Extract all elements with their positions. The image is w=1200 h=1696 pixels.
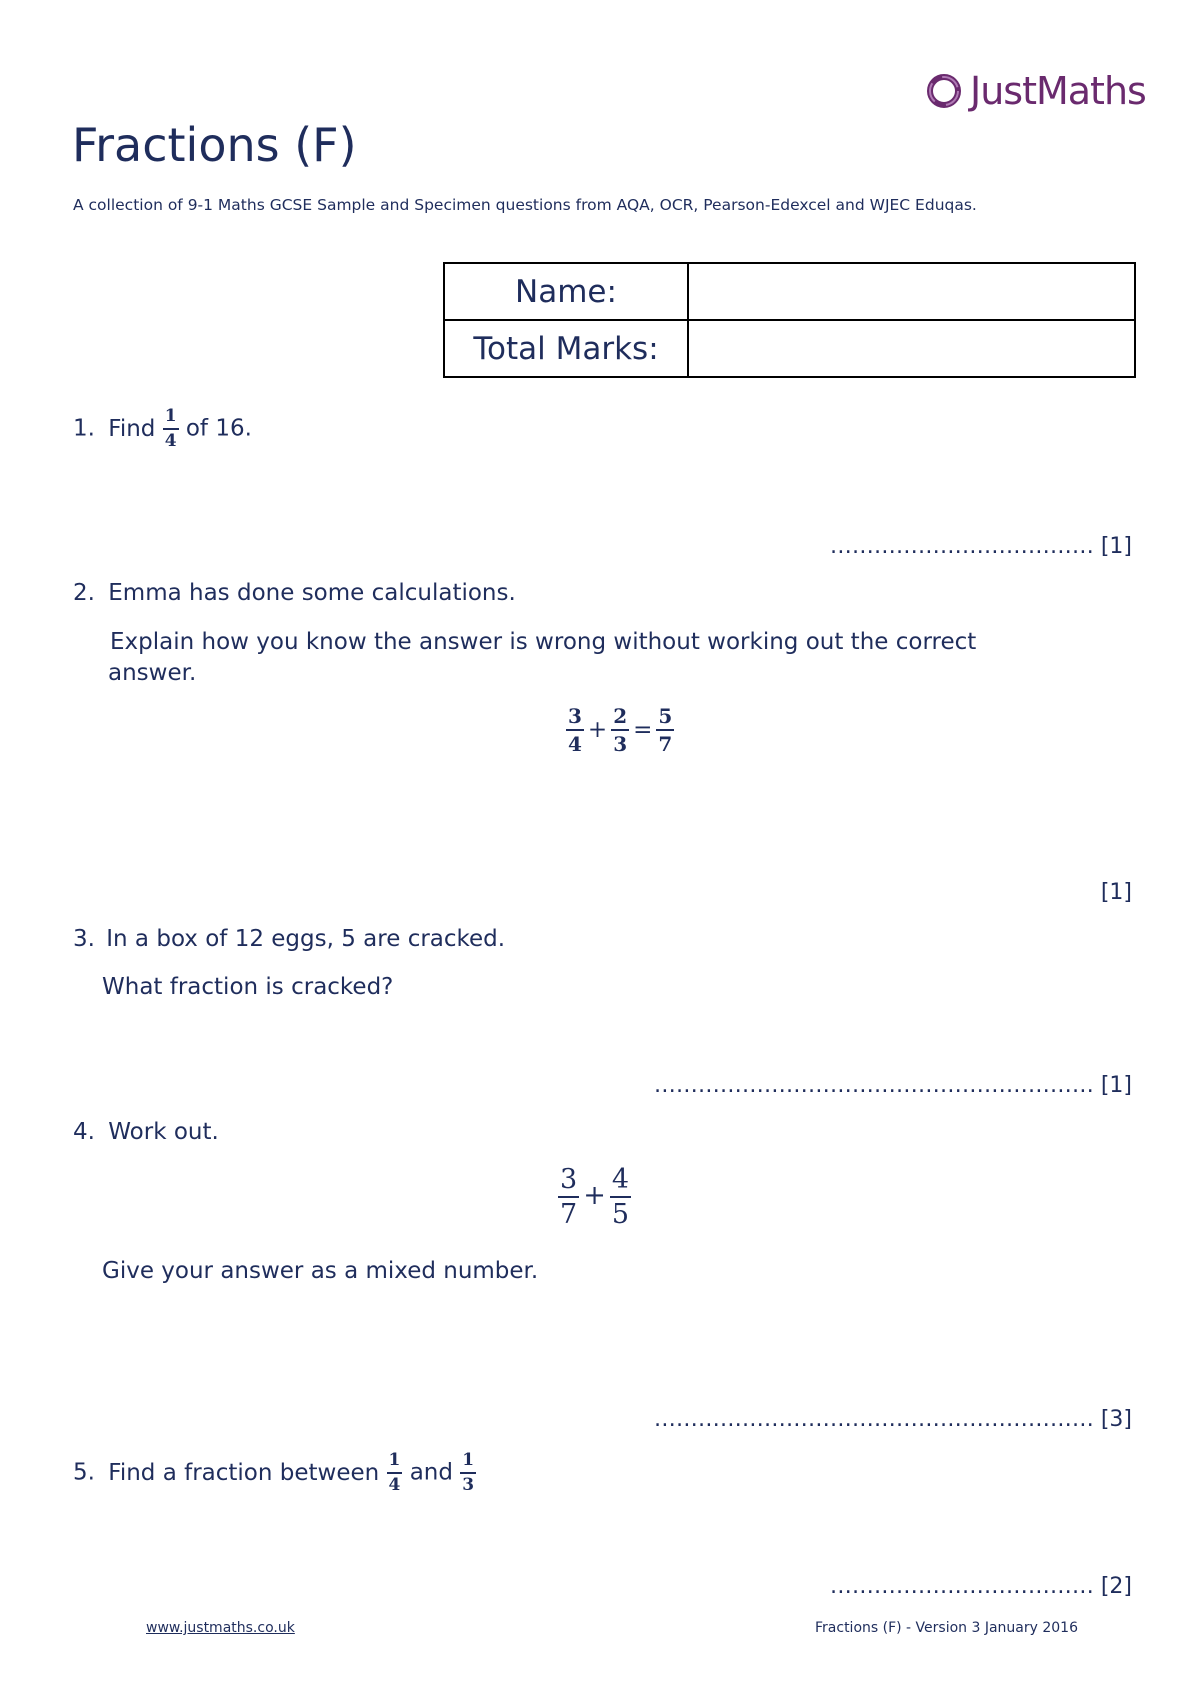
question-4-instruction: Give your answer as a mixed number. [102,1258,539,1284]
denominator: 3 [460,1472,476,1494]
question-text: Work out. [108,1119,219,1145]
denominator: 4 [387,1472,403,1494]
numerator: 1 [164,406,177,426]
question-1 [73,408,252,450]
denominator: 5 [610,1196,631,1228]
answer-line-q4[interactable]: …………………………………………………… [3] [653,1407,1132,1432]
fraction [460,1452,476,1494]
question-number: 5. [73,1459,95,1486]
fraction [611,706,629,754]
answer-line-q3[interactable]: …………………………………………………… [1] [653,1073,1132,1098]
question-3-instruction: What fraction is cracked? [102,974,394,1000]
denominator: 3 [611,729,629,754]
total-marks-field[interactable] [688,320,1135,377]
fraction [656,706,674,754]
logo-text: JustMaths [970,69,1146,113]
justmaths-logo [924,66,1146,116]
question-text: and [409,1459,453,1486]
denominator: 7 [656,729,674,754]
numerator: 4 [611,1164,629,1195]
question-text: Find [108,415,156,442]
total-marks-label: Total Marks: [444,320,688,377]
denominator: 4 [163,428,179,450]
question-text: Emma has done some calculations. [108,580,516,606]
page-subtitle: A collection of 9-1 Maths GCSE Sample and Specimen questions from AQA, OCR, Pearson-Edexcel and WJEC Eduqas. [73,196,977,214]
equals-sign: = [633,716,653,743]
fraction [566,706,584,754]
question-4 [73,1119,219,1145]
denominator: 4 [566,729,584,754]
page-title: Fractions (F) [72,118,357,172]
question-text: Find a fraction between [108,1459,380,1486]
fraction [387,1452,403,1494]
question-text: In a box of 12 eggs, 5 are cracked. [106,926,506,952]
footer-version: Fractions (F) - Version 3 January 2016 [815,1620,1078,1636]
plus-sign: + [583,1179,606,1211]
numerator: 3 [560,1164,578,1195]
question-2 [73,580,516,606]
denominator: 7 [558,1196,579,1228]
numerator: 3 [568,704,582,728]
question-2-instruction-cont: answer. [108,660,197,686]
question-text: of 16. [185,415,252,442]
numerator: 1 [462,1450,475,1470]
question-3 [73,926,505,952]
footer-website-link[interactable]: www.justmaths.co.uk [146,1620,295,1636]
question-2-instruction: Explain how you know the answer is wrong without working out the correct [110,629,977,655]
numerator: 2 [613,704,628,728]
answer-line-q5[interactable]: ……………………………… [2] [829,1574,1132,1599]
student-info-table [443,262,1136,378]
question-number: 1. [73,415,95,442]
fraction [163,408,179,450]
question-number: 3. [73,926,95,952]
numerator: 5 [658,704,673,728]
question-5 [73,1452,476,1494]
name-label: Name: [444,263,688,320]
answer-marks-q2: [1] [1100,880,1132,905]
fraction [610,1166,631,1228]
question-2-expression [566,706,674,754]
question-number: 2. [73,580,95,606]
question-4-expression [558,1166,631,1228]
numerator: 1 [388,1450,401,1470]
answer-line-q1[interactable]: ……………………………… [1] [829,534,1132,559]
fraction [558,1166,579,1228]
plus-sign: + [587,716,608,743]
question-number: 4. [73,1119,95,1145]
logo-swirl-icon [924,71,964,111]
name-field[interactable] [688,263,1135,320]
